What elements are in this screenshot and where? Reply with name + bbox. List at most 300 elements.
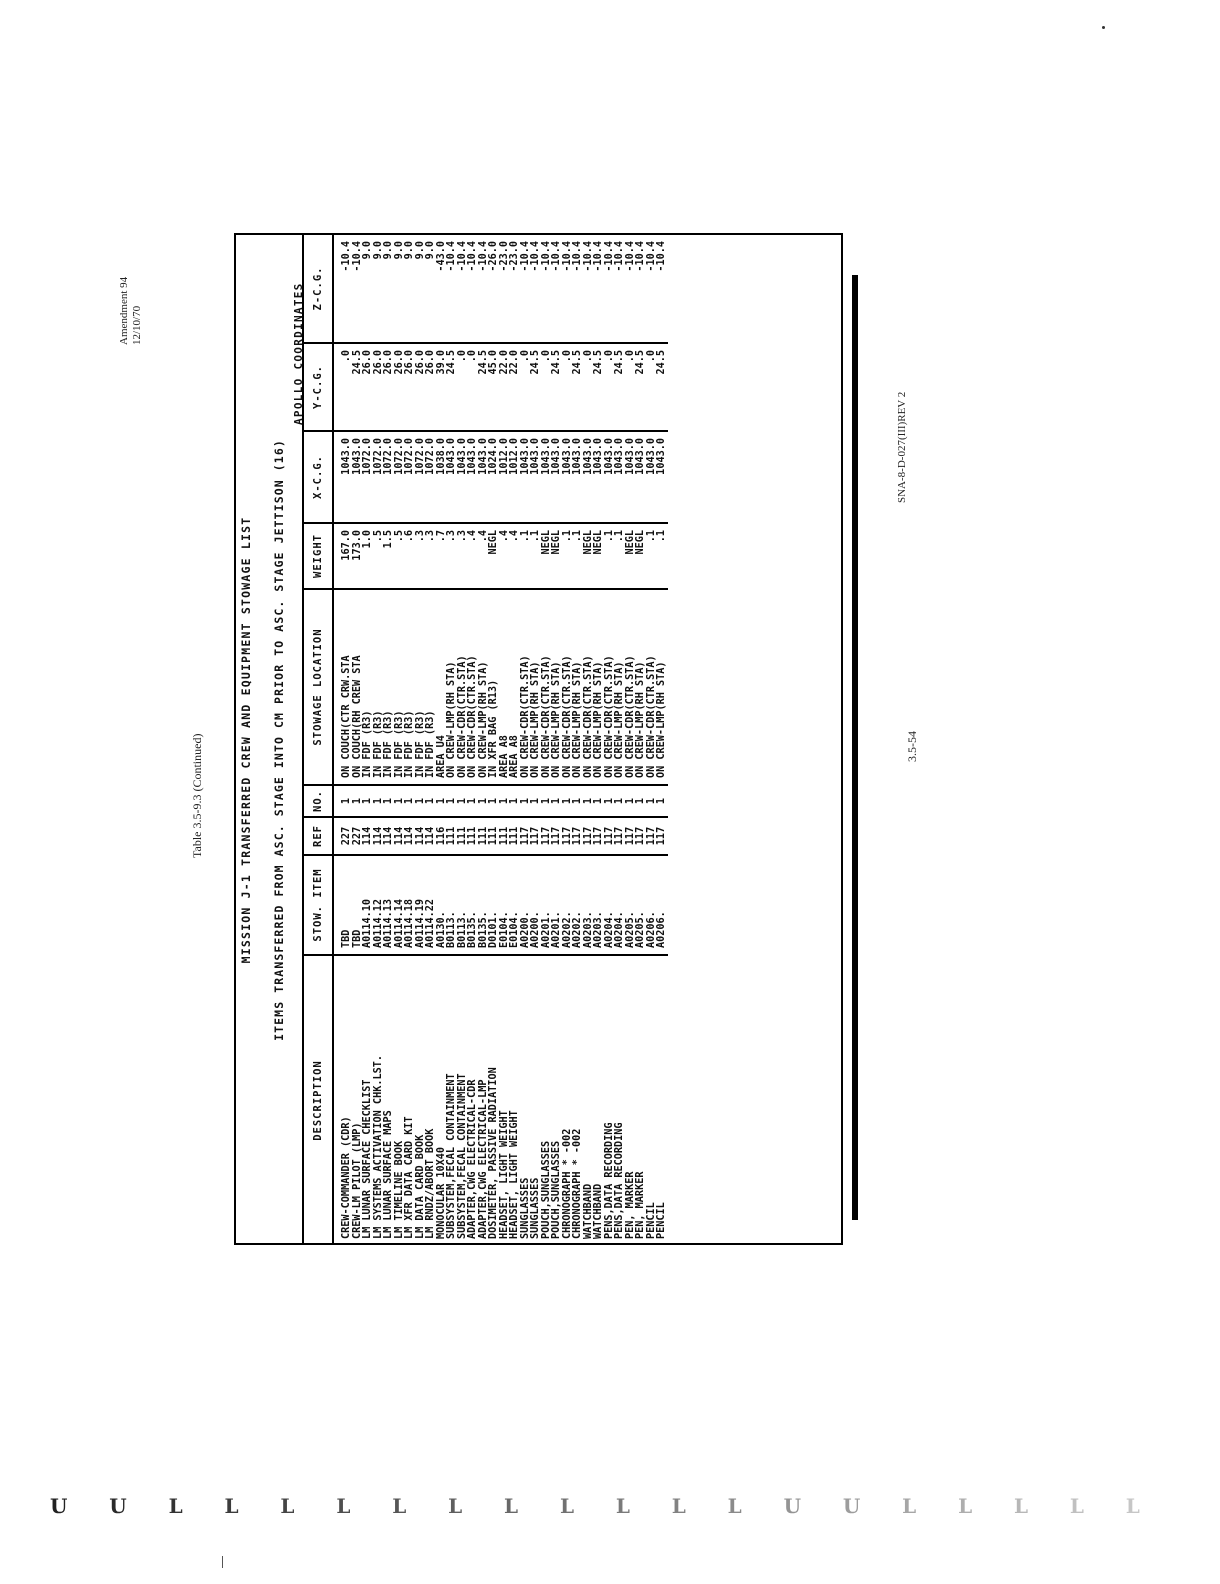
table-cell: A0114.13 — [384, 855, 395, 955]
table-cell: 173.0 — [353, 523, 364, 589]
table-cell: PEN, MARKER — [624, 1171, 636, 1239]
table-cell: A0204. — [605, 855, 616, 955]
column-header: REF — [303, 817, 333, 855]
table-cell: B0135. — [468, 855, 479, 955]
table-cell: ON CREW-LMP(RH STA) — [594, 589, 605, 785]
table-cell: MONOCULAR 10X40 — [435, 1146, 447, 1239]
table-cell: POUCH,SUNGLASSES — [551, 1140, 562, 1239]
amendment-label: Amendment 94 — [118, 276, 130, 345]
table-cell: .5 — [395, 523, 406, 589]
table-cell: 1 — [384, 785, 395, 817]
table-cell: 1 — [626, 785, 637, 817]
table-cell: 1043.0 — [468, 431, 479, 523]
binding-mark: L — [448, 1494, 463, 1518]
table-cell: SUNGLASSES — [519, 1177, 531, 1239]
table-cell: 1 — [636, 785, 647, 817]
table-cell: .7 — [437, 523, 448, 589]
binding-mark: L — [280, 1494, 295, 1518]
table-cell: 1 — [605, 785, 616, 817]
table-cell: .1 — [531, 523, 542, 589]
table-cell: 117 — [531, 817, 542, 855]
table-cell: 24.5 — [479, 343, 490, 431]
table-cell: POUCH,SUNGLASSES — [540, 1140, 552, 1239]
table-cell: NEGL — [594, 523, 605, 589]
table-cell: .0 — [333, 343, 353, 431]
table-cell: IN FDF (R3) — [384, 589, 395, 785]
table-cell: 227 — [353, 817, 364, 855]
table-body — [333, 235, 668, 1245]
table-cell: .4 — [510, 523, 521, 589]
table-cell: -10.4 — [573, 235, 584, 343]
table-cell: 39.0 — [437, 343, 448, 431]
table-cell: 1 — [395, 785, 406, 817]
table-cell: LM LUNAR SURFACE MAPS — [383, 1110, 394, 1239]
column-header: STOWAGE LOCATION — [303, 589, 333, 785]
table-cell: -10.4 — [521, 235, 532, 343]
table-cell: 1043.0 — [479, 431, 490, 523]
table-cell: 1 — [437, 785, 448, 817]
column-header: X-C.G. — [303, 431, 333, 523]
table-cell: 1 — [374, 785, 385, 817]
column-header: DESCRIPTION — [303, 955, 333, 1245]
table-cell: 9.0 — [405, 235, 416, 343]
binding-mark: L — [615, 1494, 630, 1518]
table-cell: 117 — [615, 817, 626, 855]
table-cell: NEGL — [636, 523, 647, 589]
binding-mark: L — [1013, 1494, 1029, 1518]
table-cell: LM LUNAR SURFACE CHECKLIST — [362, 1079, 373, 1239]
table-cell: AREA A8 — [500, 589, 511, 785]
table-cell: ON COUCH(CTR CRW.STA — [333, 589, 353, 785]
table-cell: A0200. — [521, 855, 532, 955]
table-cell: 1.0 — [363, 523, 374, 589]
table-cell: IN FDF (R3) — [395, 589, 406, 785]
table-cell: 24.5 — [447, 343, 458, 431]
table-cell: -10.4 — [657, 235, 668, 343]
table-cell: HEADSET, LIGHT WEIGHT — [509, 1110, 520, 1239]
table-cell: ON CREW-CDR(CTR.STA) — [521, 589, 532, 785]
binding-mark: L — [727, 1494, 742, 1518]
page-number: 3.5-54 — [905, 731, 919, 762]
table-cell: CHRONOGRAPH * -002 — [561, 1128, 573, 1239]
table-cell: 1043.0 — [626, 431, 637, 523]
table-cell: WATCHBAND — [582, 1183, 594, 1239]
table-cell: 1 — [479, 785, 490, 817]
table-cell: 1 — [521, 785, 532, 817]
table-cell: A0202. — [563, 855, 574, 955]
table-cell: NEGL — [626, 523, 637, 589]
table-cell: NEGL — [552, 523, 563, 589]
table-cell: SUNGLASSES — [530, 1177, 541, 1239]
table-cell: B0113. — [458, 855, 469, 955]
table-cell: 1043.0 — [615, 431, 626, 523]
column-header: Y-C.G. — [303, 343, 333, 431]
table-row — [573, 235, 584, 1245]
table-cell: 1 — [500, 785, 511, 817]
table-cell: .1 — [605, 523, 616, 589]
table-cell: PENCIL — [645, 1202, 657, 1239]
table-cell: 1043.0 — [531, 431, 542, 523]
table-cell: AREA A8 — [510, 589, 521, 785]
table-cell: 1043.0 — [636, 431, 647, 523]
table-cell: .1 — [521, 523, 532, 589]
table-cell: LM RNDZ/ABORT BOOK — [425, 1128, 436, 1239]
table-cell: -23.0 — [510, 235, 521, 343]
table-cell: 1 — [542, 785, 553, 817]
table-cell: 1 — [584, 785, 595, 817]
table-cell: 1043.0 — [594, 431, 605, 523]
table-cell: 1 — [552, 785, 563, 817]
table-cell: 1 — [615, 785, 626, 817]
stowage-table-block — [234, 235, 846, 1245]
table-cell: 26.0 — [395, 343, 406, 431]
table-cell: .3 — [447, 523, 458, 589]
table-cell: 117 — [626, 817, 637, 855]
table-cell: A0114.14 — [395, 855, 406, 955]
table-cell: 117 — [552, 817, 563, 855]
table-cell: .0 — [468, 343, 479, 431]
table-cell: 117 — [584, 817, 595, 855]
table-cell: PEN, MARKER — [635, 1171, 646, 1239]
binding-mark: L — [504, 1494, 519, 1518]
table-cell: 1 — [447, 785, 458, 817]
table-cell: 1 — [333, 785, 353, 817]
table-cell: 24.5 — [594, 343, 605, 431]
table-cell: 1 — [458, 785, 469, 817]
table-cell: .0 — [647, 343, 658, 431]
table-cell: NEGL — [542, 523, 553, 589]
table-cell: 117 — [563, 817, 574, 855]
table-cell: 114 — [405, 817, 416, 855]
table-cell: 1 — [563, 785, 574, 817]
table-cell: -10.4 — [542, 235, 553, 343]
table-cell: 1038.0 — [437, 431, 448, 523]
table-cell: 24.5 — [636, 343, 647, 431]
table-row — [531, 235, 542, 1245]
column-header: Z-C.G. — [303, 235, 333, 343]
table-cell: 1072.0 — [405, 431, 416, 523]
table-cell: A0205. — [636, 855, 647, 955]
table-cell: A0205. — [626, 855, 637, 955]
table-cell: 117 — [605, 817, 616, 855]
table-cell: LM XFR DATA CARD KIT — [404, 1116, 415, 1239]
table-cell: 24.5 — [353, 343, 364, 431]
table-cell: ON CREW-LMP(RH STA) — [573, 589, 584, 785]
table-row — [552, 235, 563, 1245]
column-header: NO. — [303, 785, 333, 817]
table-cell: HEADSET, LIGHT WEIGHT — [498, 1110, 510, 1239]
table-cell: 24.5 — [657, 343, 668, 431]
table-cell: 26.0 — [374, 343, 385, 431]
table-cell: CREW-COMMANDER (CDR) — [341, 1116, 352, 1239]
table-cell: 24.5 — [615, 343, 626, 431]
table-cell: 22.0 — [510, 343, 521, 431]
table-cell: SUBSYSTEM,FECAL CONTAINMENT — [446, 1073, 457, 1239]
table-row — [333, 235, 353, 1245]
table-cell: 111 — [479, 817, 490, 855]
binding-mark: U — [50, 1494, 68, 1518]
table-cell: 1 — [405, 785, 416, 817]
table-cell: 1072.0 — [416, 431, 427, 523]
table-cell: 1072.0 — [395, 431, 406, 523]
table-header-row — [303, 235, 333, 1245]
table-cell: AREA U4 — [437, 589, 448, 785]
table-row — [657, 235, 668, 1245]
table-cell: E0104. — [500, 855, 511, 955]
table-row — [405, 235, 416, 1245]
table-row — [426, 235, 437, 1245]
table-cell: -10.4 — [468, 235, 479, 343]
table-cell: 1 — [416, 785, 427, 817]
table-cell: .3 — [416, 523, 427, 589]
table-cell: A0114.19 — [416, 855, 427, 955]
table-cell: IN FDF (R3) — [416, 589, 427, 785]
table-cell: ON CREW-CDR(CTR.STA) — [468, 589, 479, 785]
table-cell: PENS,DATA RECORDING — [603, 1122, 615, 1239]
table-cell: A0204. — [615, 855, 626, 955]
table-cell: CHRONOGRAPH * -002 — [572, 1128, 583, 1239]
table-cell: .0 — [563, 343, 574, 431]
table-cell: .6 — [405, 523, 416, 589]
table-cell: 1024.0 — [489, 431, 500, 523]
table-cell: -10.4 — [333, 235, 353, 343]
table-cell: LM SYSTEMS ACTIVATION CHK.LST. — [372, 1054, 384, 1239]
table-cell: 117 — [647, 817, 658, 855]
table-cell: A0203. — [594, 855, 605, 955]
column-header: STOW. ITEM — [303, 855, 333, 955]
table-cell: ON CREW-CDR(CTR.STA) — [647, 589, 658, 785]
table-cell: 26.0 — [416, 343, 427, 431]
table-cell: A0202. — [573, 855, 584, 955]
table-row — [489, 235, 500, 1245]
table-cell: -10.4 — [636, 235, 647, 343]
table-cell: 1 — [468, 785, 479, 817]
table-cell: .3 — [458, 523, 469, 589]
table-cell: NEGL — [584, 523, 595, 589]
table-cell: 24.5 — [552, 343, 563, 431]
table-cell: 1 — [363, 785, 374, 817]
table-cell: 1043.0 — [563, 431, 574, 523]
table-cell: .0 — [626, 343, 637, 431]
table-cell: 22.0 — [500, 343, 511, 431]
table-cell: 1043.0 — [521, 431, 532, 523]
table-cell: NEGL — [489, 523, 500, 589]
table-cell: -43.0 — [437, 235, 448, 343]
table-cell: 227 — [333, 817, 353, 855]
amendment-date: 12/10/70 — [131, 305, 143, 345]
table-cell: 1 — [353, 785, 364, 817]
table-cell: 114 — [426, 817, 437, 855]
table-cell: 26.0 — [426, 343, 437, 431]
binding-mark: L — [559, 1494, 574, 1518]
table-cell: 1012.0 — [510, 431, 521, 523]
table-cell: -26.0 — [489, 235, 500, 343]
table-row — [384, 235, 395, 1245]
table-cell: 1072.0 — [363, 431, 374, 523]
table-cell: 114 — [374, 817, 385, 855]
table-cell: .3 — [426, 523, 437, 589]
coordinates-group-header: APOLLO COORDINATES — [292, 282, 305, 425]
table-cell: A0114.22 — [426, 855, 437, 955]
table-cell: ADAPTER,CWG ELECTRICAL-LMP — [477, 1079, 489, 1239]
table-cell: TBD — [333, 855, 353, 955]
table-cell: 1072.0 — [426, 431, 437, 523]
table-cell: ON CREW-CDR(CTR.STA) — [458, 589, 469, 785]
table-cell: 1043.0 — [605, 431, 616, 523]
table-subtitle: ITEMS TRANSFERRED FROM ASC. STAGE INTO CM PRIOR TO ASC. STAGE JETTISON (16) — [272, 439, 286, 1041]
table-cell: 9.0 — [363, 235, 374, 343]
table-cell: -10.4 — [563, 235, 574, 343]
table-cell: 111 — [458, 817, 469, 855]
table-cell: SUBSYSTEM,FECAL CONTAINMENT — [456, 1073, 468, 1239]
table-cell: 9.0 — [426, 235, 437, 343]
table-cell: 1072.0 — [374, 431, 385, 523]
table-cell: 1043.0 — [447, 431, 458, 523]
binding-mark: L — [336, 1494, 351, 1518]
table-cell: 24.5 — [573, 343, 584, 431]
table-cell: 24.5 — [531, 343, 542, 431]
table-cell: -10.4 — [353, 235, 364, 343]
table-cell: 1 — [594, 785, 605, 817]
table-cell: ON CREW-CDR(CTR.STA) — [626, 589, 637, 785]
table-row — [615, 235, 626, 1245]
table-cell: CREW-LM PILOT (LMP) — [351, 1122, 363, 1239]
table-cell: A0203. — [584, 855, 595, 955]
table-cell: .1 — [647, 523, 658, 589]
table-row — [447, 235, 458, 1245]
table-cell: .4 — [468, 523, 479, 589]
table-cell: 26.0 — [405, 343, 416, 431]
table-cell: ON CREW-LMP(RH STA) — [479, 589, 490, 785]
table-cell: IN FDF (R3) — [363, 589, 374, 785]
binding-mark: L — [1069, 1494, 1084, 1518]
table-cell: 45.0 — [489, 343, 500, 431]
table-row — [468, 235, 479, 1245]
table-cell: .0 — [605, 343, 616, 431]
table-cell: 1 — [531, 785, 542, 817]
table-cell: 1043.0 — [647, 431, 658, 523]
table-cell: ON CREW-CDR(CTR.STA) — [584, 589, 595, 785]
table-cell: ON CREW-CDR(CTR.STA) — [605, 589, 616, 785]
scan-tick — [222, 1556, 223, 1568]
table-cell: -10.4 — [605, 235, 616, 343]
binding-mark: U — [783, 1494, 802, 1518]
column-header: WEIGHT — [303, 523, 333, 589]
table-cell: 111 — [489, 817, 500, 855]
table-cell: A0114.10 — [363, 855, 374, 955]
table-cell: ON CREW-LMP(RH STA) — [657, 589, 668, 785]
table-cell: A0201. — [542, 855, 553, 955]
table-cell: 1043.0 — [333, 431, 353, 523]
table-cell: 9.0 — [395, 235, 406, 343]
table-cell: 26.0 — [363, 343, 374, 431]
table-cell: 1043.0 — [458, 431, 469, 523]
table-cell: PENCIL — [656, 1202, 667, 1239]
document-id: SNA-8-D-027(III)REV 2 — [896, 391, 908, 503]
table-cell: A0114.12 — [374, 855, 385, 955]
table-cell: 9.0 — [374, 235, 385, 343]
table-cell: 9.0 — [416, 235, 427, 343]
binding-mark: L — [1125, 1494, 1140, 1518]
table-cell: 1043.0 — [552, 431, 563, 523]
stowage-table — [302, 235, 668, 1245]
amendment-note — [118, 277, 144, 345]
table-cell: 1 — [489, 785, 500, 817]
scan-speck — [1102, 26, 1105, 29]
table-cell: B0113. — [447, 855, 458, 955]
table-cell: WATCHBAND — [593, 1183, 604, 1239]
table-cell: .0 — [584, 343, 595, 431]
binding-mark: L — [958, 1494, 973, 1518]
table-cell: 1043.0 — [573, 431, 584, 523]
table-cell: .0 — [521, 343, 532, 431]
table-cell: A0114.18 — [405, 855, 416, 955]
table-cell: 111 — [447, 817, 458, 855]
table-cell: .0 — [458, 343, 469, 431]
table-cell: IN FDF (R3) — [426, 589, 437, 785]
table-cell: 1043.0 — [353, 431, 364, 523]
table-cell: ON CREW-CDR(CTR.STA) — [563, 589, 574, 785]
table-cell: 111 — [468, 817, 479, 855]
table-cell: PENS,DATA RECORDING — [614, 1122, 625, 1239]
binding-mark: L — [224, 1494, 239, 1518]
table-cell: 114 — [416, 817, 427, 855]
table-cell: 1 — [573, 785, 584, 817]
binding-mark: U — [109, 1494, 127, 1518]
table-cell: 167.0 — [333, 523, 353, 589]
table-cell: 1072.0 — [384, 431, 395, 523]
table-cell: IN FDF (R3) — [405, 589, 416, 785]
table-row — [636, 235, 647, 1245]
table-cell: TBD — [353, 855, 364, 955]
table-cell: 117 — [521, 817, 532, 855]
table-cell: 1.5 — [384, 523, 395, 589]
binding-mark: L — [168, 1494, 183, 1518]
binding-marks — [50, 1488, 1140, 1518]
table-cell: B0135. — [479, 855, 490, 955]
table-cell: 117 — [573, 817, 584, 855]
binding-mark: L — [392, 1494, 407, 1518]
table-cell: 1043.0 — [542, 431, 553, 523]
table-cell: IN FDF (R3) — [374, 589, 385, 785]
black-rule — [852, 275, 858, 1220]
table-cell: DOSIMETER, PASSIVE RADIATION — [488, 1067, 499, 1239]
table-cell: ADAPTER,CWG ELECTRICAL-CDR — [467, 1079, 478, 1239]
table-cell: 114 — [395, 817, 406, 855]
table-cell: ON CREW-LMP(RH STA) — [531, 589, 542, 785]
table-cell: -10.4 — [447, 235, 458, 343]
table-cell: ON CREW-LMP(RH STA) — [552, 589, 563, 785]
table-cell: A0206. — [657, 855, 668, 955]
table-title: MISSION J-1 TRANSFERRED CREW AND EQUIPMENT STOWAGE LIST — [239, 516, 253, 964]
table-cell: ON CREW-LMP(RH STA) — [447, 589, 458, 785]
table-cell: 1 — [510, 785, 521, 817]
table-cell: 117 — [542, 817, 553, 855]
table-row — [594, 235, 605, 1245]
table-cell: 114 — [363, 817, 374, 855]
table-cell: .1 — [563, 523, 574, 589]
table-cell: 9.0 — [384, 235, 395, 343]
table-cell: -10.4 — [584, 235, 595, 343]
table-cell: -10.4 — [458, 235, 469, 343]
table-cell: -10.4 — [594, 235, 605, 343]
table-cell: .0 — [542, 343, 553, 431]
table-cell: .1 — [615, 523, 626, 589]
table-cell: 1043.0 — [657, 431, 668, 523]
table-cell: -10.4 — [615, 235, 626, 343]
table-cell: -23.0 — [500, 235, 511, 343]
table-cell: E0104. — [510, 855, 521, 955]
